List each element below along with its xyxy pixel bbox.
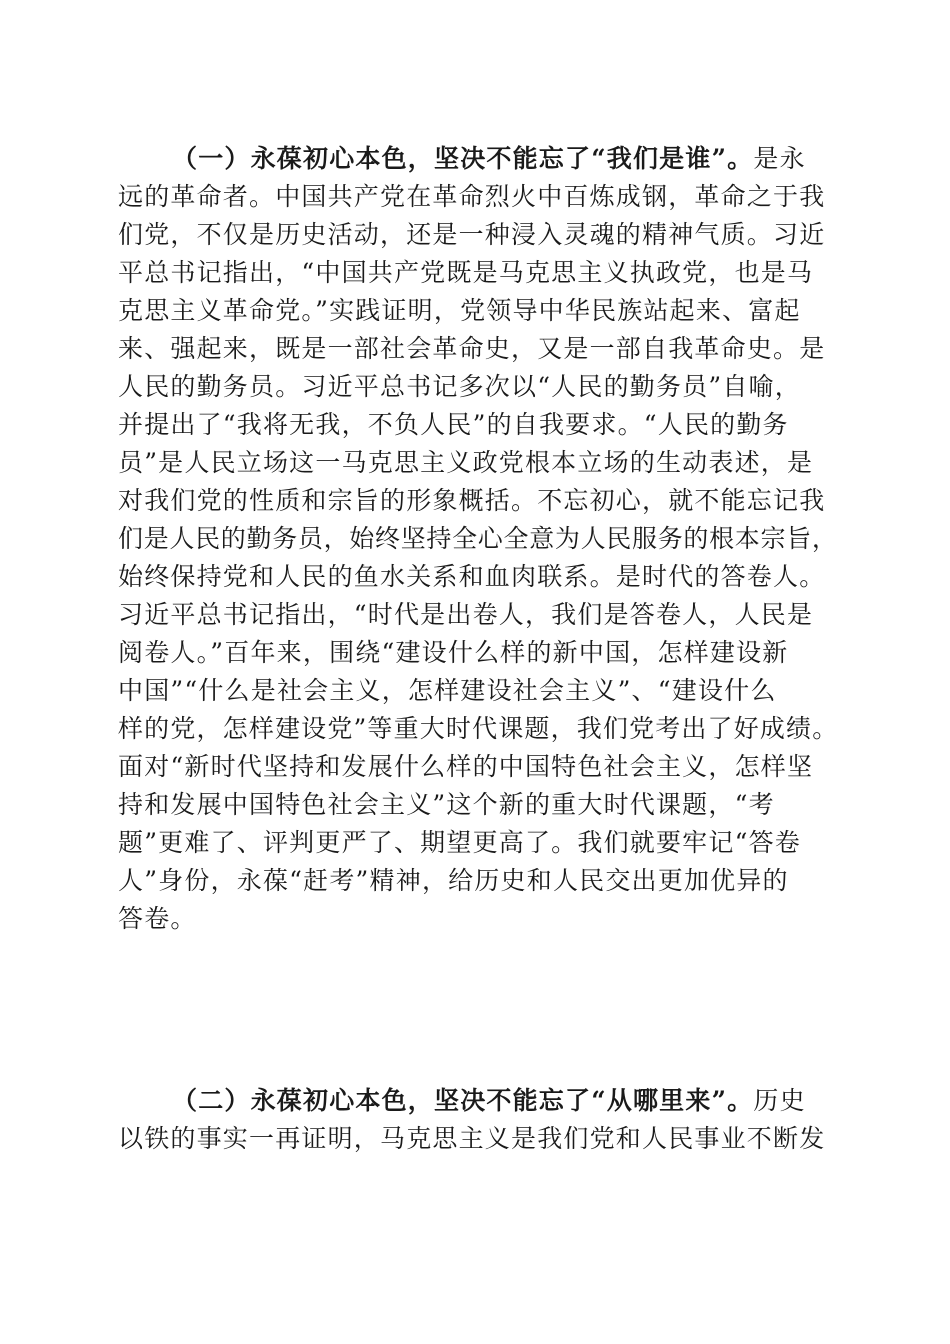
paragraph-1-heading: （一）永葆初心本色，坚决不能忘了“我们是谁”。 <box>172 144 754 173</box>
paragraph-1 <box>118 140 838 938</box>
text-line: 们是人民的勤务员，始终坚持全心全意为人民服务的根本宗旨， <box>118 524 838 553</box>
paragraph-1-first-line <box>118 140 838 178</box>
text-line: 人”身份，永葆“赶考”精神，给历史和人民交出更加优异的 <box>118 866 789 895</box>
paragraph-2 <box>118 1082 838 1158</box>
paragraph-2-first-line <box>118 1082 838 1120</box>
text-line: 答卷。 <box>118 904 197 933</box>
text-line: 平总书记指出，“中国共产党既是马克思主义执政党，也是马 <box>118 258 814 287</box>
text-line: 中国”“什么是社会主义，怎样建设社会主义”、“建设什么 <box>118 676 777 705</box>
text-line: 始终保持党和人民的鱼水关系和血肉联系。是时代的答卷人。 <box>118 562 826 591</box>
text-line: 们党，不仅是历史活动，还是一种浸入灵魂的精神气质。习近 <box>118 220 826 249</box>
text-line: 人民的勤务员。习近平总书记多次以“人民的勤务员”自喻， <box>118 372 801 401</box>
text-line: 面对“新时代坚持和发展什么样的中国特色社会主义，怎样坚 <box>118 752 814 781</box>
paragraph-2-first-line-rest: 历史 <box>753 1086 806 1115</box>
text-line: 并提出了“我将无我，不负人民”的自我要求。“人民的勤务 <box>118 410 789 439</box>
text-line: 克思主义革命党。”实践证明，党领导中华民族站起来、富起 <box>118 296 801 325</box>
paragraph-2-heading: （二）永葆初心本色，坚决不能忘了“从哪里来”。 <box>172 1086 754 1115</box>
text-line: 来、强起来，既是一部社会革命史，又是一部自我革命史。是 <box>118 334 826 363</box>
paragraph-1-first-line-rest: 是永 <box>753 144 806 173</box>
text-line: 对我们党的性质和宗旨的形象概括。不忘初心，就不能忘记我 <box>118 486 826 515</box>
text-line: 持和发展中国特色社会主义”这个新的重大时代课题，“考 <box>118 790 775 819</box>
text-line: 题”更难了、评判更严了、期望更高了。我们就要牢记“答卷 <box>118 828 801 857</box>
text-line: 以铁的事实一再证明，马克思主义是我们党和人民事业不断发 <box>118 1124 826 1153</box>
text-line: 习近平总书记指出，“时代是出卷人，我们是答卷人，人民是 <box>118 600 814 629</box>
text-line: 阅卷人。”百年来，围绕“建设什么样的新中国，怎样建设新 <box>118 638 789 667</box>
text-line: 样的党，怎样建设党”等重大时代课题，我们党考出了好成绩。 <box>118 714 839 743</box>
text-line: 员”是人民立场这一马克思主义政党根本立场的生动表述，是 <box>118 448 814 477</box>
text-line: 远的革命者。中国共产党在革命烈火中百炼成钢，革命之于我 <box>118 182 826 211</box>
